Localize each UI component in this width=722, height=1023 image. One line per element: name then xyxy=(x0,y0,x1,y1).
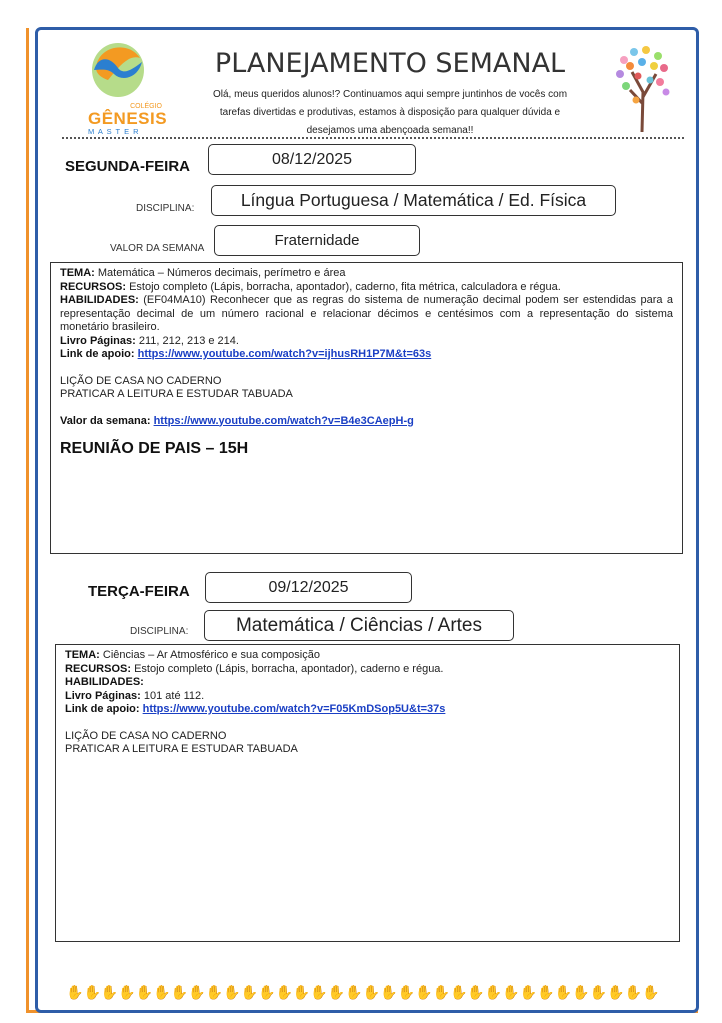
hand-icon: ✋ xyxy=(449,984,468,1000)
habilidades-line xyxy=(60,294,673,335)
intro-line: tarefas divertidas e produtivas, estamos à disposição para qualquer dúvida e xyxy=(219,107,561,118)
hand-icon: ✋ xyxy=(502,984,520,1000)
hand-icon: ✋ xyxy=(153,984,171,1000)
hand-icon: ✋ xyxy=(607,984,625,1000)
hand-icon: ✋ xyxy=(100,984,119,1000)
link-line xyxy=(60,348,673,362)
tree-icon xyxy=(612,42,672,134)
homework-line: PRATICAR A LEITURA E ESTUDAR TABUADA xyxy=(65,743,298,755)
hand-icon: ✋ xyxy=(292,984,311,1000)
tuesday-discipline-field: Matemática / Ciências / Artes xyxy=(204,610,514,641)
tuesday-discipline-label: DISCIPLINA: xyxy=(130,626,189,637)
hand-icon: ✋ xyxy=(415,984,433,1000)
logo-line2: GÊNESIS xyxy=(88,109,168,128)
monday-date-field: 08/12/2025 xyxy=(208,144,416,175)
hand-icon: ✋ xyxy=(519,984,538,1000)
recursos-text: Estojo completo (Lápis, borracha, apontador), caderno, fita métrica, calculadora e régua. xyxy=(129,280,561,293)
monday-day-label: SEGUNDA-FEIRA xyxy=(65,158,191,175)
hand-icon: ✋ xyxy=(624,984,642,1000)
tuesday-date-field: 09/12/2025 xyxy=(205,572,412,603)
logo-mark-icon xyxy=(88,40,168,98)
recursos-text: Estojo completo (Lápis, borracha, apontador), caderno e régua. xyxy=(134,662,444,675)
hand-icon: ✋ xyxy=(170,984,189,1000)
hand-icon: ✋ xyxy=(467,984,485,1000)
hand-icon: ✋ xyxy=(223,984,241,1000)
hand-icon: ✋ xyxy=(205,984,224,1000)
hand-icon: ✋ xyxy=(327,984,346,1000)
hand-icon: ✋ xyxy=(188,984,206,1000)
hand-icon: ✋ xyxy=(345,984,363,1000)
hand-icon: ✋ xyxy=(310,984,328,1000)
valor-label: Valor da semana: xyxy=(60,414,151,427)
hand-icon: ✋ xyxy=(589,984,608,1000)
tema-label: TEMA: xyxy=(60,267,95,279)
hand-icon: ✋ xyxy=(83,984,101,1000)
tema-line xyxy=(65,649,670,663)
hand-icon: ✋ xyxy=(362,984,381,1000)
livro-line xyxy=(60,335,673,349)
support-link[interactable]: https://www.youtube.com/watch?v=F05KmDSop5U&t=37s xyxy=(142,703,446,715)
hand-icon: ✋ xyxy=(118,984,136,1000)
livro-line xyxy=(65,690,670,704)
tema-line xyxy=(60,267,673,281)
recursos-line xyxy=(65,663,670,677)
livro-label: Livro Páginas: xyxy=(60,334,136,347)
hand-icon: ✋ xyxy=(257,984,276,1000)
logo-line3: M A S T E R xyxy=(88,127,140,136)
hand-icon: ✋ xyxy=(380,984,398,1000)
meeting-notice: REUNIÃO DE PAIS – 15H xyxy=(60,440,249,457)
habilidades-label: HABILIDADES: xyxy=(65,676,144,688)
valor-line xyxy=(60,415,673,429)
hand-icon: ✋ xyxy=(537,984,555,1000)
hand-icon: ✋ xyxy=(432,984,450,1000)
page-title: PLANEJAMENTO SEMANAL xyxy=(214,48,566,79)
tema-text: Matemática – Números decimais, perímetro e área xyxy=(97,267,346,279)
hand-icon: ✋ xyxy=(240,984,258,1000)
homework-line: LIÇÃO DE CASA NO CADERNO xyxy=(60,374,222,387)
intro-text xyxy=(180,86,600,140)
tema-text: Ciências – Ar Atmosférico e sua composição xyxy=(102,649,320,661)
monday-discipline-field: Língua Portuguesa / Matemática / Ed. Física xyxy=(211,185,616,216)
recursos-label: RECURSOS: xyxy=(65,662,132,675)
monday-content-box xyxy=(50,262,683,554)
monday-value-field: Fraternidade xyxy=(214,225,420,256)
livro-label: Livro Páginas: xyxy=(65,689,141,702)
livro-text: 211, 212, 213 e 214. xyxy=(138,334,239,347)
header-divider xyxy=(62,137,684,139)
monday-discipline-label: DISCIPLINA: xyxy=(136,203,195,214)
hand-icon: ✋ xyxy=(572,984,590,1000)
monday-value-label: VALOR DA SEMANA xyxy=(110,243,205,254)
recursos-label: RECURSOS: xyxy=(60,280,127,293)
tuesday-content-box xyxy=(55,644,680,942)
hand-icon: ✋ xyxy=(275,984,293,1000)
intro-line: Olá, meus queridos alunos!? Continuamos aqui sempre juntinhos de vocês com xyxy=(212,89,568,100)
school-logo xyxy=(88,40,168,136)
link-line xyxy=(65,703,670,717)
homework-line: PRATICAR A LEITURA E ESTUDAR TABUADA xyxy=(60,388,293,400)
hand-icon: ✋ xyxy=(554,984,573,1000)
livro-text: 101 até 112. xyxy=(143,689,205,702)
support-link[interactable]: https://www.youtube.com/watch?v=ijhusRH1P7M&t=63s xyxy=(137,348,432,360)
hand-icon: ✋ xyxy=(484,984,503,1000)
hand-icon: ✋ xyxy=(66,984,84,1000)
tuesday-day-label: TERÇA-FEIRA xyxy=(88,583,190,600)
habilidades-text: (EF04MA10) Reconhecer que as regras do sistema de numeração decimal podem ser estendidas para a representação decimal de um número racional e relacionar décimos e centésimos com a representação do sistema monetário brasileiro. xyxy=(60,294,673,333)
tema-label: TEMA: xyxy=(65,649,100,661)
hands-border-decoration xyxy=(66,983,658,1001)
hand-icon: ✋ xyxy=(397,984,416,1000)
intro-line: desejamos uma abençoada semana!! xyxy=(306,125,474,136)
hand-icon: ✋ xyxy=(135,984,154,1000)
valor-link[interactable]: https://www.youtube.com/watch?v=B4e3CAepH-g xyxy=(153,414,414,427)
link-label: Link de apoio: xyxy=(60,348,135,360)
logo-line1: COLÉGIO xyxy=(130,103,162,110)
hand-icon: ✋ xyxy=(641,984,660,1000)
habilidades-line xyxy=(65,676,670,690)
recursos-line xyxy=(60,281,673,295)
link-label: Link de apoio: xyxy=(65,703,140,715)
orange-border-left xyxy=(26,28,29,1013)
homework-line: LIÇÃO DE CASA NO CADERNO xyxy=(65,729,227,742)
habilidades-label: HABILIDADES: xyxy=(60,294,139,306)
